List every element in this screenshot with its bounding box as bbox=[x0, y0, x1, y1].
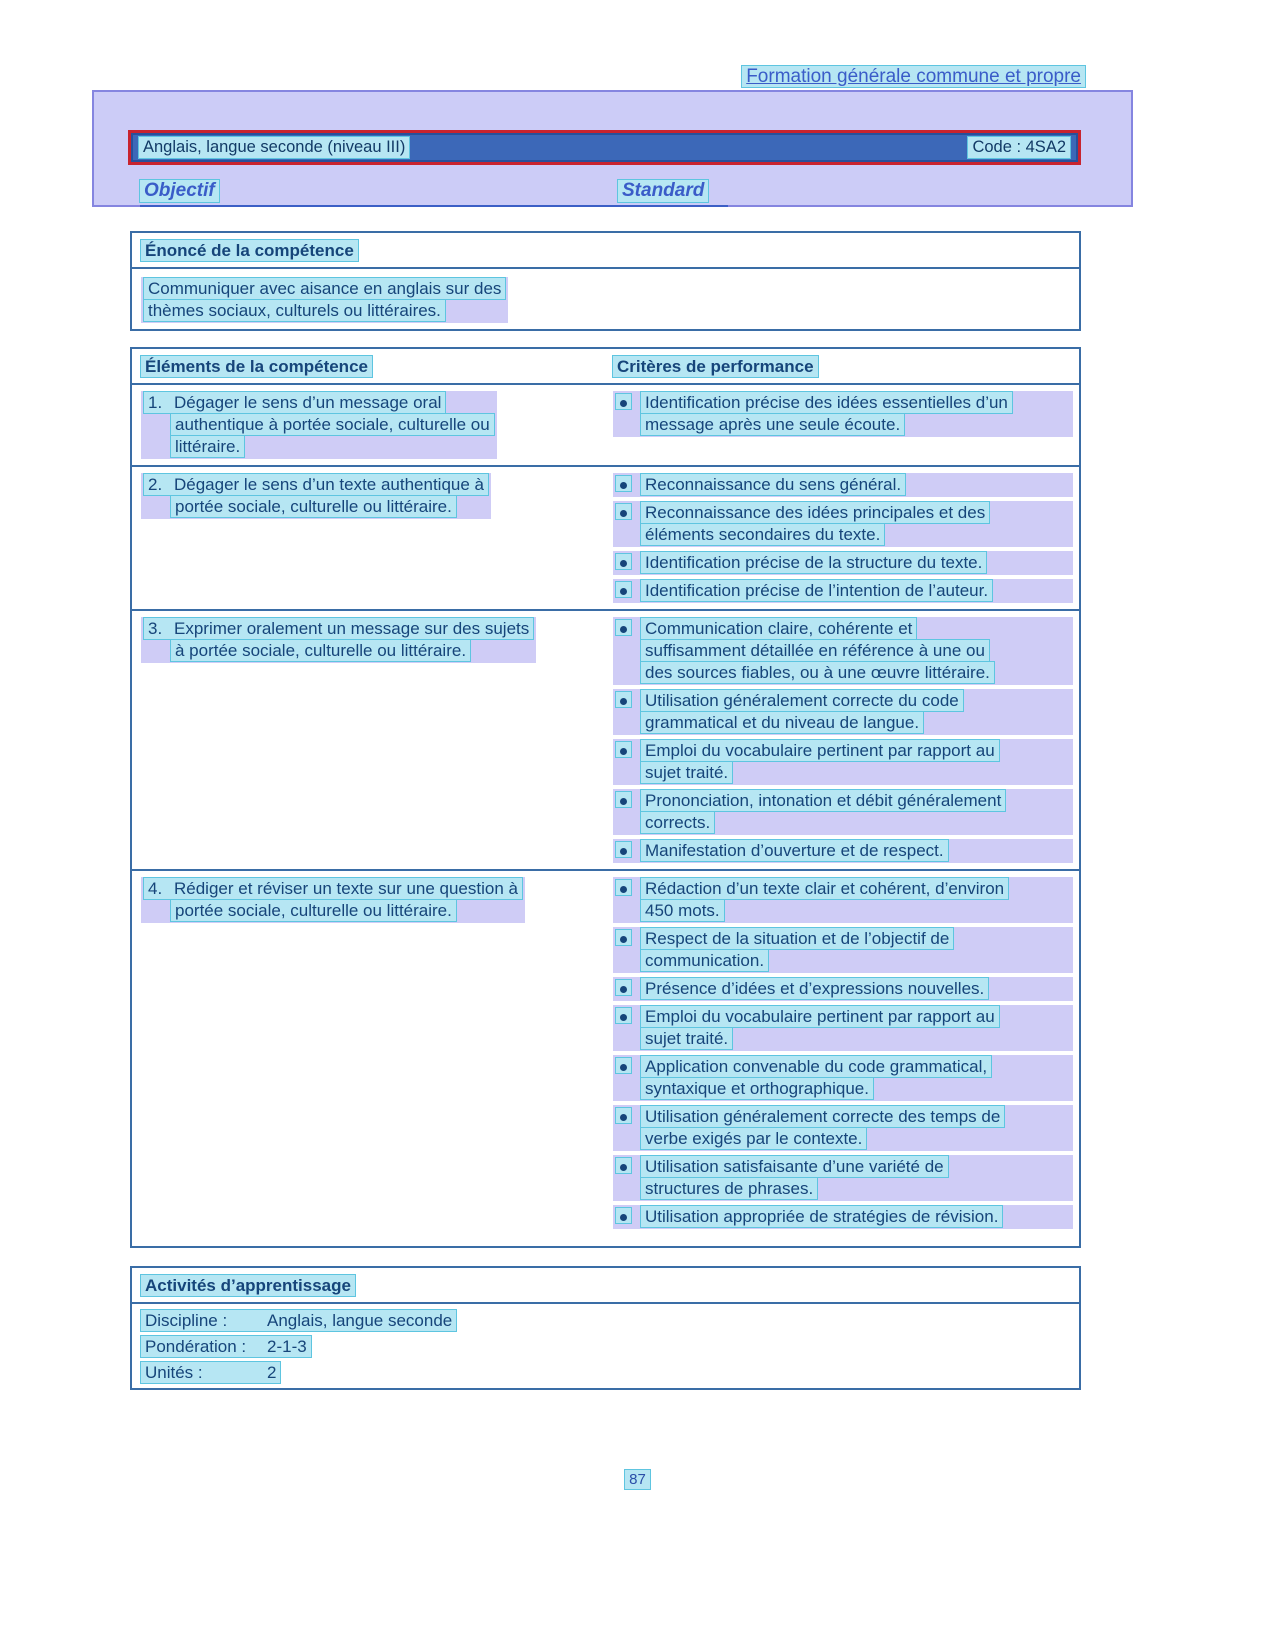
activites-table-header bbox=[132, 1268, 1079, 1304]
text-line: Utilisation généralement correcte du code bbox=[641, 690, 963, 711]
course-title-bar bbox=[128, 130, 1081, 165]
discipline-row bbox=[141, 1310, 1070, 1336]
text-line: 3. Exprimer oralement un message sur des sujets bbox=[144, 618, 533, 639]
text-line: portée sociale, culturelle ou littéraire. bbox=[171, 900, 456, 921]
bullet-icon bbox=[616, 980, 631, 995]
text-line: Respect de la situation et de l’objectif de bbox=[641, 928, 953, 949]
course-code: Code : 4SA2 bbox=[968, 137, 1070, 158]
activites-header-text: Activités d’apprentissage bbox=[141, 1275, 355, 1296]
element-item-4 bbox=[141, 877, 525, 923]
text-line: Prononciation, intonation et débit généralement bbox=[641, 790, 1005, 811]
enonce-table-header bbox=[132, 233, 1079, 269]
text-line: Présence d’idées et d’expressions nouvelles. bbox=[641, 978, 988, 999]
criterion-bullet bbox=[613, 1105, 1073, 1151]
text-line: message après une seule écoute. bbox=[641, 414, 904, 435]
header-block bbox=[92, 90, 1133, 207]
bullet-icon bbox=[616, 742, 631, 757]
enonce-table-body bbox=[132, 269, 1079, 331]
text-line: 450 mots. bbox=[641, 900, 724, 921]
text-line: Utilisation satisfaisante d’une variété de bbox=[641, 1156, 948, 1177]
text-line: Communiquer avec aisance en anglais sur des bbox=[144, 278, 505, 299]
text-line: Identification précise de la structure du texte. bbox=[641, 552, 986, 573]
competence-table bbox=[130, 347, 1081, 1248]
text-line: 2. Dégager le sens d’un texte authentique à bbox=[144, 474, 488, 495]
text-line: des sources fiables, ou à une œuvre littéraire. bbox=[641, 662, 994, 683]
element-item-2 bbox=[141, 473, 491, 519]
ponderation-label: Pondération : bbox=[145, 1337, 247, 1356]
bullet-icon bbox=[616, 842, 631, 857]
text-line: à portée sociale, culturelle ou littéraire. bbox=[171, 640, 470, 661]
unites-label: Unités : bbox=[145, 1363, 203, 1382]
criterion-bullet bbox=[613, 739, 1073, 785]
bullet-icon bbox=[616, 620, 631, 635]
bullet-icon bbox=[616, 880, 631, 895]
unites-value: 2 bbox=[267, 1363, 277, 1382]
text-line: Manifestation d’ouverture et de respect. bbox=[641, 840, 948, 861]
text-line: Reconnaissance des idées principales et des bbox=[641, 502, 989, 523]
text-line: littéraire. bbox=[171, 436, 244, 457]
discipline-value: Anglais, langue seconde bbox=[267, 1311, 453, 1330]
text-line: Identification précise des idées essentielles d’un bbox=[641, 392, 1012, 413]
bullet-icon bbox=[616, 692, 631, 707]
ponderation-row bbox=[141, 1336, 1070, 1362]
text-line: Utilisation appropriée de stratégies de révision. bbox=[641, 1206, 1002, 1227]
criterion-bullet bbox=[613, 927, 1073, 973]
bullet-icon bbox=[616, 1008, 631, 1023]
enonce-paragraph bbox=[141, 277, 508, 323]
ponderation-value: 2-1-3 bbox=[267, 1337, 307, 1356]
text-line: structures de phrases. bbox=[641, 1178, 817, 1199]
course-title: Anglais, langue seconde (niveau III) bbox=[139, 137, 409, 158]
text-line: authentique à portée sociale, culturelle ou bbox=[171, 414, 494, 435]
element-item-1 bbox=[141, 391, 497, 459]
text-line: sujet traité. bbox=[641, 1028, 732, 1049]
criterion-bullet bbox=[613, 1205, 1073, 1229]
element-item-3 bbox=[141, 617, 536, 663]
text-line: verbe exigés par le contexte. bbox=[641, 1128, 866, 1149]
bullet-icon bbox=[616, 476, 631, 491]
bullet-icon bbox=[616, 1208, 631, 1223]
criterion-bullet bbox=[613, 473, 1073, 497]
criterion-bullet bbox=[613, 839, 1073, 863]
enonce-header-text: Énoncé de la compétence bbox=[141, 240, 358, 261]
bullet-icon bbox=[616, 1108, 631, 1123]
elements-header-text: Éléments de la compétence bbox=[141, 356, 372, 377]
bullet-icon bbox=[616, 394, 631, 409]
bullet-icon bbox=[616, 582, 631, 597]
criterion-bullet bbox=[613, 1005, 1073, 1051]
competence-row-2 bbox=[132, 465, 1079, 609]
column-headings bbox=[140, 180, 728, 207]
criterion-bullet bbox=[613, 1155, 1073, 1201]
text-line: Emploi du vocabulaire pertinent par rapport au bbox=[641, 740, 999, 761]
competence-row-3 bbox=[132, 609, 1079, 869]
text-line: suffisamment détaillée en référence à une ou bbox=[641, 640, 989, 661]
text-line: grammatical et du niveau de langue. bbox=[641, 712, 923, 733]
enonce-table bbox=[130, 231, 1081, 331]
text-line: corrects. bbox=[641, 812, 714, 833]
page-number-text: 87 bbox=[625, 1470, 650, 1489]
criteres-header-text: Critères de performance bbox=[613, 356, 818, 377]
unites-row bbox=[141, 1362, 1070, 1388]
text-line: Emploi du vocabulaire pertinent par rapport au bbox=[641, 1006, 999, 1027]
bullet-icon bbox=[616, 1058, 631, 1073]
criterion-bullet bbox=[613, 391, 1073, 437]
bullet-icon bbox=[616, 792, 631, 807]
text-line: Identification précise de l’intention de l’auteur. bbox=[641, 580, 992, 601]
bullet-icon bbox=[616, 1158, 631, 1173]
criterion-bullet bbox=[613, 579, 1073, 603]
bullet-icon bbox=[616, 504, 631, 519]
activites-table-body bbox=[132, 1304, 1079, 1390]
criterion-bullet bbox=[613, 789, 1073, 835]
page-number bbox=[0, 1470, 1275, 1489]
bullet-icon bbox=[616, 930, 631, 945]
criterion-bullet bbox=[613, 689, 1073, 735]
criterion-bullet bbox=[613, 551, 1073, 575]
text-line: sujet traité. bbox=[641, 762, 732, 783]
text-line: 1. Dégager le sens d’un message oral bbox=[144, 392, 445, 413]
criterion-bullet bbox=[613, 977, 1073, 1001]
standard-heading: Standard bbox=[618, 180, 708, 202]
competence-row-1 bbox=[132, 385, 1079, 465]
criterion-bullet bbox=[613, 877, 1073, 923]
criterion-bullet bbox=[613, 1055, 1073, 1101]
text-line: syntaxique et orthographique. bbox=[641, 1078, 873, 1099]
activites-table bbox=[130, 1266, 1081, 1390]
discipline-label: Discipline : bbox=[145, 1311, 228, 1330]
text-line: communication. bbox=[641, 950, 768, 971]
bullet-icon bbox=[616, 554, 631, 569]
text-line: Rédaction d’un texte clair et cohérent, d’environ bbox=[641, 878, 1008, 899]
text-line: portée sociale, culturelle ou littéraire. bbox=[171, 496, 456, 517]
criterion-bullet bbox=[613, 617, 1073, 685]
text-line: Reconnaissance du sens général. bbox=[641, 474, 905, 495]
criterion-bullet bbox=[613, 501, 1073, 547]
text-line: Application convenable du code grammatical, bbox=[641, 1056, 991, 1077]
competence-row-4 bbox=[132, 869, 1079, 1235]
text-line: Communication claire, cohérente et bbox=[641, 618, 916, 639]
text-line: 4. Rédiger et réviser un texte sur une question à bbox=[144, 878, 522, 899]
text-line: Utilisation généralement correcte des temps de bbox=[641, 1106, 1004, 1127]
text-line: thèmes sociaux, culturels ou littéraires. bbox=[144, 300, 445, 321]
text-line: éléments secondaires du texte. bbox=[641, 524, 884, 545]
objectif-heading: Objectif bbox=[140, 180, 219, 202]
competence-table-header bbox=[132, 349, 1079, 385]
running-header-text: Formation générale commune et propre bbox=[742, 66, 1085, 87]
running-header bbox=[742, 66, 1085, 87]
